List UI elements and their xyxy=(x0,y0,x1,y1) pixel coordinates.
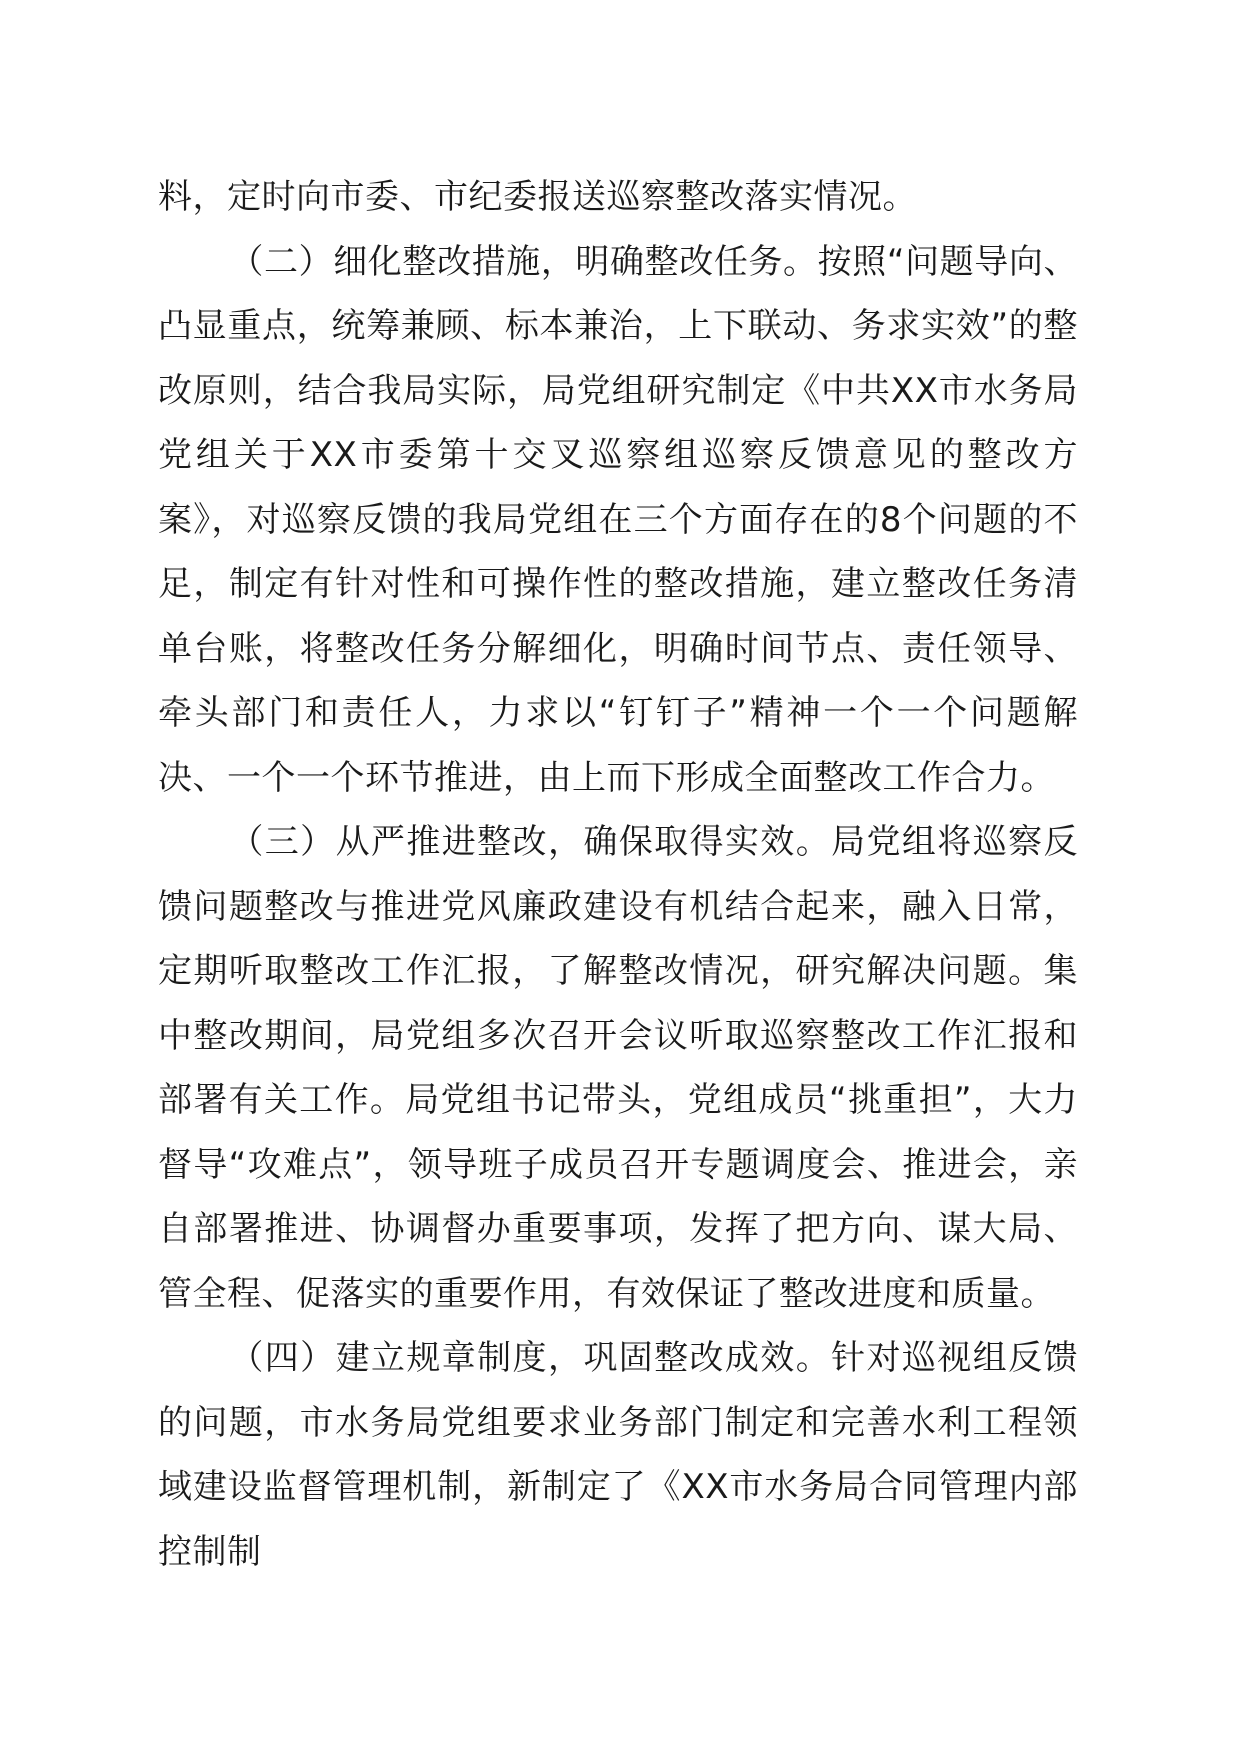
paragraph-section-4: （四）建立规章制度，巩固整改成效。针对巡视组反馈的问题，市水务局党组要求业务部门制定和完善水利工程领域建设监督管理机制，新制定了《XX市水务局合同管理内部控制制 xyxy=(158,1338,1078,1572)
document-body xyxy=(158,165,1078,1584)
paragraph-section-2: （二）细化整改措施，明确整改任务。按照“问题导向、凸显重点，统筹兼顾、标本兼治，上下联动、务求实效”的整改原则，结合我局实际，局党组研究制定《中共XX市水务局党组关于XX市委第十交叉巡察组巡察反馈意见的整改方案》，对巡察反馈的我局党组在三个方面存在的8个问题的不足，制定有针对性和可操作性的整改措施，建立整改任务清单台账，将整改任务分解细化，明确时间节点、责任领导、牵头部门和责任人，力求以“钉钉子”精神一个一个问题解决、一个一个环节推进，由上而下形成全面整改工作合力。 xyxy=(158,241,1078,798)
paragraph-continuation: 料，定时向市委、市纪委报送巡察整改落实情况。 xyxy=(158,177,917,217)
paragraph-section-3: （三）从严推进整改，确保取得实效。局党组将巡察反馈问题整改与推进党风廉政建设有机结合起来，融入日常，定期听取整改工作汇报，了解整改情况，研究解决问题。集中整改期间，局党组多次召开会议听取巡察整改工作汇报和部署有关工作。局党组书记带头，党组成员“挑重担”，大力督导“攻难点”，领导班子成员召开专题调度会、推进会，亲自部署推进、协调督办重要事项，发挥了把方向、谋大局、管全程、促落实的重要作用，有效保证了整改进度和质量。 xyxy=(158,822,1078,1314)
